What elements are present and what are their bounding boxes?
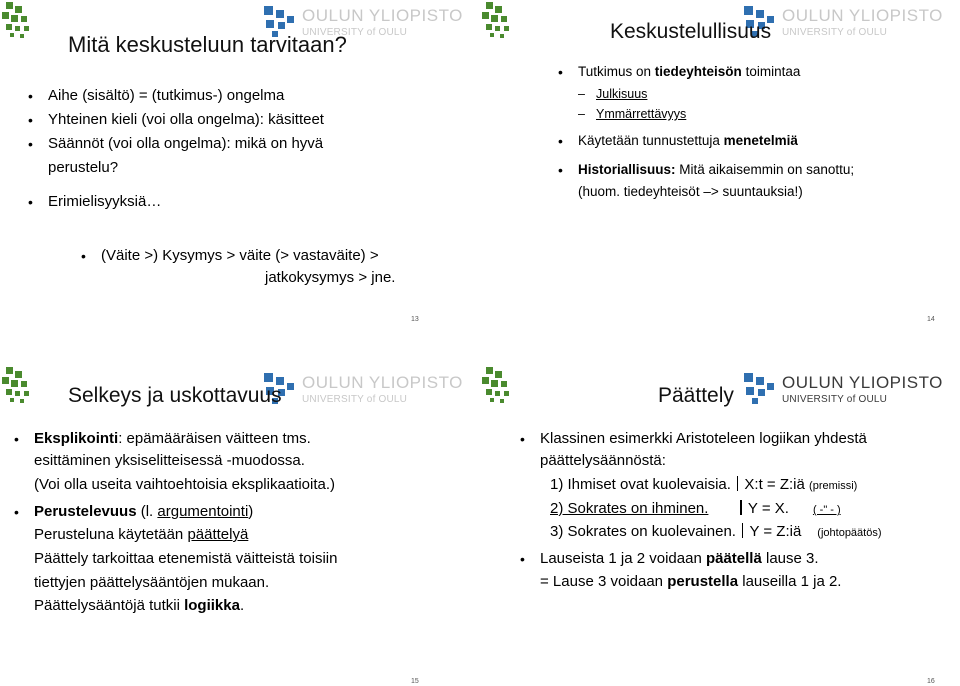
bullet-continuation: tiettyjen päättelysääntöjen mukaan. [34,574,270,591]
premise-line: 2) Sokrates on ihminen. Y = X. ( -" - ) [550,500,841,517]
university-emblem-icon [2,2,38,40]
slide-title: Selkeys ja uskottavuus [68,384,282,407]
bullet-continuation: jatkokysymys > jne. [265,269,396,286]
bullet-continuation: Päättelysääntöjä tutkii logiikka. [34,597,245,614]
university-logo [262,371,463,411]
slide-14 [480,0,960,343]
bullet: • Lauseista 1 ja 2 voidaan päätellä lause 3. [520,550,819,567]
bullet-continuation: perustelu? [48,159,119,176]
page-number: 13 [411,316,419,323]
bullet: • Perustelevuus (l. argumentointi) [14,503,254,520]
sub-bullet: – Julkisuus [578,87,648,101]
bullet-continuation: Päättely tarkoittaa etenemistä väitteistä toisiin [34,550,338,567]
page-number: 16 [927,678,935,685]
university-sub: UNIVERSITY of OULU [302,27,408,38]
university-sub: UNIVERSITY of OULU [782,394,888,405]
bullet: • Yhteinen kieli (voi olla ongelma): käsitteet [28,111,324,128]
bullet: • Eksplikointi: epämääräisen väitteen tms. [14,430,311,447]
bullet-continuation: (Voi olla useita vaihtoehtoisia eksplikaatioita.) [34,476,336,493]
university-logo-icon [742,371,778,409]
bullet: • Historiallisuus: Mitä aikaisemmin on sanottu; [558,162,855,178]
bullet-continuation: Perusteluna käytetään päättelyä [34,526,249,543]
slide-15 [0,343,480,686]
university-name: OULUN YLIOPISTO [782,373,943,392]
slide-title: Päättely [658,384,734,407]
slide-13 [0,0,480,343]
conclusion-line: 3) Sokrates on kuolevainen. Y = Z:iä (johtopäätös) [550,523,882,540]
slide-16 [480,343,960,686]
university-emblem-icon [482,2,518,40]
bullet-continuation: päättelysäännöstä: [540,452,666,469]
university-sub: UNIVERSITY of OULU [782,27,888,38]
slide-title: Mitä keskusteluun tarvitaan? [68,32,347,57]
bullet: • Säännöt (voi olla ongelma): mikä on hyvä [28,135,324,152]
bullet: • Aihe (sisältö) = (tutkimus-) ongelma [28,87,285,104]
university-name: OULUN YLIOPISTO [302,373,463,392]
page-number: 15 [411,678,419,685]
university-sub: UNIVERSITY of OULU [302,394,408,405]
page-number: 14 [927,316,935,323]
bullet-continuation: esittäminen yksiselitteisessä -muodossa. [34,452,305,469]
bullet: • Tutkimus on tiedeyhteisön toimintaa [558,64,801,80]
university-emblem-icon [2,367,38,405]
university-logo [742,371,943,411]
university-name: OULUN YLIOPISTO [302,6,463,25]
bullet-continuation: (huom. tiedeyhteisöt –> suuntauksia!) [578,184,803,199]
premise-line: 1) Ihmiset ovat kuolevaisia. X:t = Z:iä (premissi) [550,476,858,493]
bullet: • (Väite >) Kysymys > väite (> vastaväite) > [81,247,379,264]
university-emblem-icon [482,367,518,405]
bullet-continuation: = Lause 3 voidaan perustella lauseilla 1 ja 2. [540,573,842,590]
bullet: • Erimielisyyksiä… [28,193,162,210]
slide-title: Keskustelullisuus [610,20,772,43]
bullet: • Klassinen esimerkki Aristoteleen logiikan yhdestä [520,430,867,447]
bullet: • Käytetään tunnustettuja menetelmiä [558,133,798,149]
university-name: OULUN YLIOPISTO [782,6,943,25]
sub-bullet: – Ymmärrettävyys [578,107,687,121]
